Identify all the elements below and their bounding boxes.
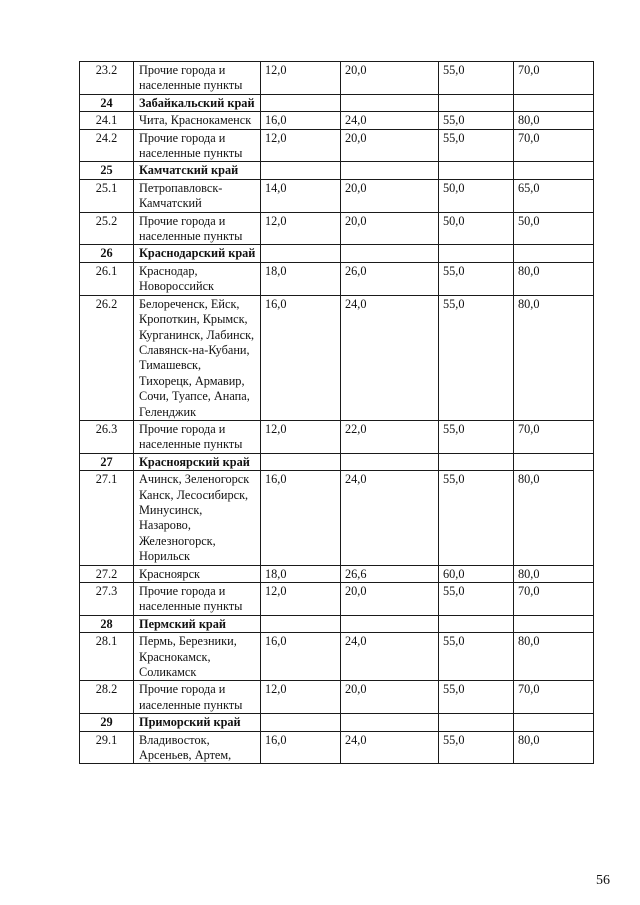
table-row <box>80 471 594 565</box>
value-col-4: 70,0 <box>514 129 594 162</box>
value-col-3: 55,0 <box>439 420 514 453</box>
value-col-1 <box>261 714 341 731</box>
row-number: 28.2 <box>80 681 134 714</box>
tariff-table <box>79 61 594 764</box>
value-col-1: 16,0 <box>261 731 341 764</box>
table-body <box>80 62 594 764</box>
value-col-1: 12,0 <box>261 212 341 245</box>
value-col-4: 80,0 <box>514 112 594 129</box>
value-col-1: 14,0 <box>261 179 341 212</box>
table-row <box>80 681 594 714</box>
row-number: 26.3 <box>80 420 134 453</box>
value-col-3 <box>439 94 514 111</box>
row-number: 29.1 <box>80 731 134 764</box>
value-col-4: 65,0 <box>514 179 594 212</box>
value-col-2 <box>341 453 439 470</box>
table-row <box>80 62 594 95</box>
row-number: 26.1 <box>80 262 134 295</box>
row-number: 24 <box>80 94 134 111</box>
row-number: 25 <box>80 162 134 179</box>
value-col-4: 80,0 <box>514 295 594 420</box>
value-col-1 <box>261 453 341 470</box>
row-number: 27 <box>80 453 134 470</box>
table-row <box>80 295 594 420</box>
value-col-4 <box>514 162 594 179</box>
value-col-3: 55,0 <box>439 112 514 129</box>
value-col-3 <box>439 615 514 632</box>
value-col-2 <box>341 714 439 731</box>
value-col-3: 55,0 <box>439 633 514 681</box>
locality-name: Прочие города и населенные пункты <box>134 129 261 162</box>
value-col-3 <box>439 162 514 179</box>
table-row <box>80 633 594 681</box>
value-col-2: 20,0 <box>341 62 439 95</box>
region-row <box>80 453 594 470</box>
locality-name: Пермь, Березники, Краснокамск, Соликамск <box>134 633 261 681</box>
region-row <box>80 615 594 632</box>
value-col-1: 12,0 <box>261 583 341 616</box>
value-col-1: 16,0 <box>261 295 341 420</box>
value-col-4: 80,0 <box>514 633 594 681</box>
value-col-2: 20,0 <box>341 212 439 245</box>
locality-name: Прочие города и населенные пункты <box>134 583 261 616</box>
value-col-2 <box>341 94 439 111</box>
value-col-2: 20,0 <box>341 179 439 212</box>
value-col-1 <box>261 162 341 179</box>
locality-name: Белореченск, Ейск, Кропоткин, Крымск, Курганинск, Лабинск, Славянск-на-Кубани, Тимашевск, Тихорецк, Армавир, Сочи, Туапсе, Анапа, Геленджик <box>134 295 261 420</box>
value-col-2: 24,0 <box>341 731 439 764</box>
value-col-3: 60,0 <box>439 565 514 582</box>
locality-name: Краснодарский край <box>134 245 261 262</box>
value-col-3: 55,0 <box>439 681 514 714</box>
table-row <box>80 583 594 616</box>
value-col-4 <box>514 615 594 632</box>
value-col-3: 50,0 <box>439 212 514 245</box>
value-col-3: 55,0 <box>439 583 514 616</box>
value-col-4: 80,0 <box>514 565 594 582</box>
page-number: 56 <box>596 873 610 888</box>
table-row <box>80 565 594 582</box>
row-number: 29 <box>80 714 134 731</box>
value-col-4 <box>514 245 594 262</box>
value-col-3: 55,0 <box>439 471 514 565</box>
value-col-2: 24,0 <box>341 633 439 681</box>
row-number: 27.3 <box>80 583 134 616</box>
row-number: 28 <box>80 615 134 632</box>
value-col-4: 80,0 <box>514 731 594 764</box>
locality-name: Петропавловск-Камчатский <box>134 179 261 212</box>
locality-name: Краснодар, Новороссийск <box>134 262 261 295</box>
locality-name: Пермский край <box>134 615 261 632</box>
value-col-1: 16,0 <box>261 633 341 681</box>
value-col-2: 20,0 <box>341 583 439 616</box>
value-col-4 <box>514 714 594 731</box>
row-number: 27.2 <box>80 565 134 582</box>
locality-name: Прочие города и иаселенные пункты <box>134 681 261 714</box>
value-col-4 <box>514 453 594 470</box>
table-row <box>80 179 594 212</box>
value-col-2: 24,0 <box>341 471 439 565</box>
value-col-2: 26,6 <box>341 565 439 582</box>
value-col-1 <box>261 615 341 632</box>
value-col-3: 50,0 <box>439 179 514 212</box>
value-col-3: 55,0 <box>439 295 514 420</box>
row-number: 24.1 <box>80 112 134 129</box>
row-number: 26 <box>80 245 134 262</box>
locality-name: Прочие города и населенные пункты <box>134 420 261 453</box>
value-col-3 <box>439 245 514 262</box>
row-number: 25.1 <box>80 179 134 212</box>
region-row <box>80 162 594 179</box>
value-col-2: 20,0 <box>341 129 439 162</box>
value-col-1: 12,0 <box>261 129 341 162</box>
table-row <box>80 420 594 453</box>
value-col-3 <box>439 714 514 731</box>
locality-name: Прочие города и населенные пункты <box>134 212 261 245</box>
value-col-4: 70,0 <box>514 62 594 95</box>
locality-name: Камчатский край <box>134 162 261 179</box>
locality-name: Забайкальский край <box>134 94 261 111</box>
value-col-2: 22,0 <box>341 420 439 453</box>
table-row <box>80 731 594 764</box>
value-col-2: 24,0 <box>341 112 439 129</box>
row-number: 24.2 <box>80 129 134 162</box>
value-col-4 <box>514 94 594 111</box>
value-col-4: 50,0 <box>514 212 594 245</box>
value-col-3: 55,0 <box>439 262 514 295</box>
table-row <box>80 262 594 295</box>
value-col-1: 18,0 <box>261 565 341 582</box>
locality-name: Ачинск, Зеленогорск Канск, Лесосибирск, Минусинск, Назарово, Железногорск, Норильск <box>134 471 261 565</box>
value-col-1: 12,0 <box>261 420 341 453</box>
value-col-1: 16,0 <box>261 471 341 565</box>
row-number: 25.2 <box>80 212 134 245</box>
locality-name: Прочие города и населенные пункты <box>134 62 261 95</box>
locality-name: Красноярский край <box>134 453 261 470</box>
region-row <box>80 245 594 262</box>
table-row <box>80 129 594 162</box>
locality-name: Чита, Краснокаменск <box>134 112 261 129</box>
locality-name: Красноярск <box>134 565 261 582</box>
locality-name: Владивосток, Арсеньев, Артем, <box>134 731 261 764</box>
value-col-1: 16,0 <box>261 112 341 129</box>
value-col-1: 12,0 <box>261 681 341 714</box>
value-col-2: 24,0 <box>341 295 439 420</box>
row-number: 28.1 <box>80 633 134 681</box>
row-number: 26.2 <box>80 295 134 420</box>
table-row <box>80 212 594 245</box>
value-col-4: 70,0 <box>514 681 594 714</box>
value-col-2: 20,0 <box>341 681 439 714</box>
value-col-3 <box>439 453 514 470</box>
table-row <box>80 112 594 129</box>
region-row <box>80 714 594 731</box>
value-col-3: 55,0 <box>439 731 514 764</box>
row-number: 27.1 <box>80 471 134 565</box>
locality-name: Приморский край <box>134 714 261 731</box>
region-row <box>80 94 594 111</box>
value-col-2: 26,0 <box>341 262 439 295</box>
row-number: 23.2 <box>80 62 134 95</box>
value-col-1 <box>261 245 341 262</box>
value-col-2 <box>341 615 439 632</box>
value-col-1: 18,0 <box>261 262 341 295</box>
value-col-2 <box>341 245 439 262</box>
value-col-2 <box>341 162 439 179</box>
value-col-3: 55,0 <box>439 62 514 95</box>
value-col-4: 70,0 <box>514 420 594 453</box>
value-col-4: 70,0 <box>514 583 594 616</box>
value-col-4: 80,0 <box>514 471 594 565</box>
value-col-1: 12,0 <box>261 62 341 95</box>
value-col-4: 80,0 <box>514 262 594 295</box>
value-col-1 <box>261 94 341 111</box>
value-col-3: 55,0 <box>439 129 514 162</box>
